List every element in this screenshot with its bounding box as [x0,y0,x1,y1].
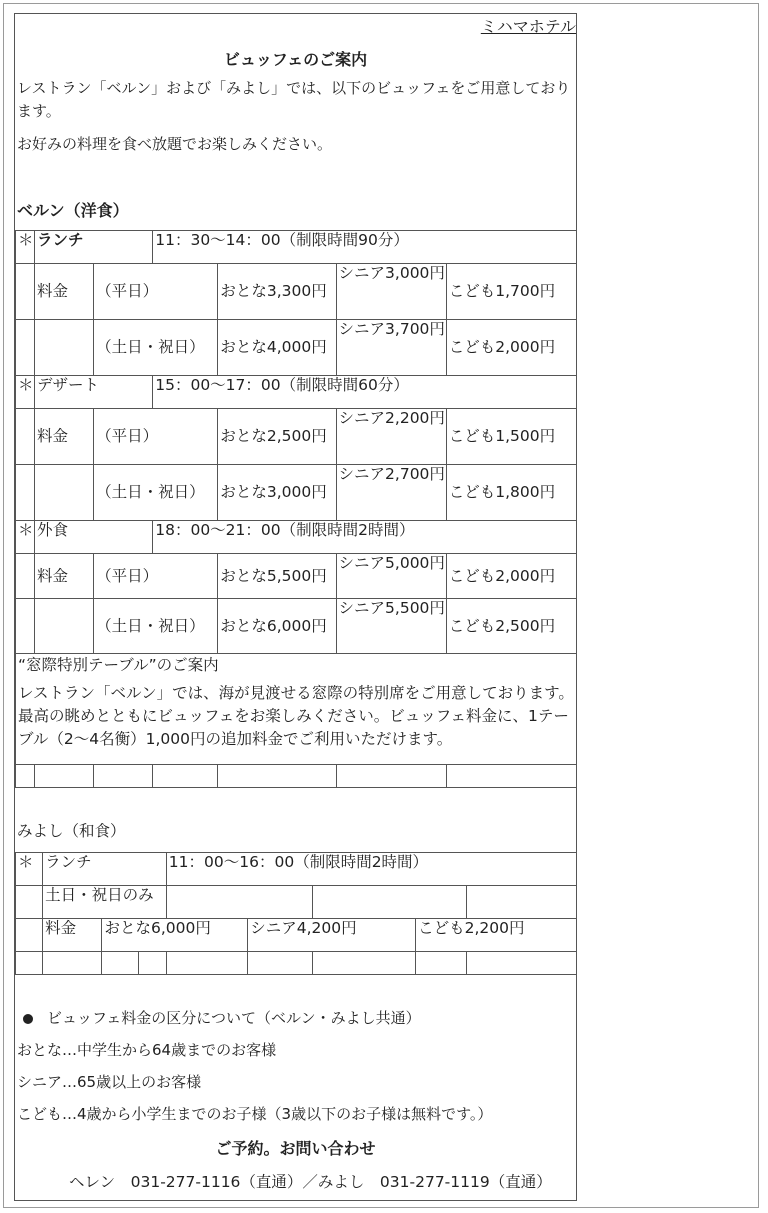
weekend-only-note: 土日・祝日のみ [43,886,167,919]
section-time: 11：30～14：00（制限時間90分） [153,231,577,264]
empty-row [16,952,577,975]
price-row [16,919,577,952]
day-type: （土日・祝日） [94,465,218,521]
price-label: 料金 [35,554,94,599]
price-row [16,264,577,320]
child-price: こども2,000円 [446,554,576,599]
contact-phone-line: ヘレン 031-277-1116（直通）／みよし 031-277-1119（直通） [69,1173,552,1191]
adult-price: おとな5,500円 [218,554,336,599]
adult-price: おとな3,300円 [218,264,336,320]
section-name: ランチ [35,231,153,264]
window-table-text: レストラン「ベルン」では、海が見渡せる窓際の特別席をご用意しております。最高の眺めとともにビュッフェをお楽しみください。ビュッフェ料金に、1テーブル（2～4名衡）1,000円の追加料金でご利用いただけます。 [18,684,574,748]
day-type: （土日・祝日） [94,320,218,376]
intro-line-2: お好みの料理を食べ放題でお楽しみください。 [17,135,333,153]
child-price: こども1,700円 [446,264,576,320]
bullet-icon [23,1014,33,1024]
senior-price: シニア4,200円 [248,919,416,952]
bern-section-row [16,521,577,554]
section-name: ランチ [43,853,167,886]
price-label: 料金 [43,919,102,952]
price-label: 料金 [35,409,94,465]
day-type: （平日） [94,409,218,465]
price-row [16,465,577,521]
bern-section-row [16,376,577,409]
miyoshi-note-row [16,886,577,919]
category-senior: シニア…65歳以上のお客様 [17,1073,202,1091]
empty-row [16,765,577,788]
child-price: こども2,500円 [446,599,576,654]
adult-price: おとな2,500円 [218,409,336,465]
bern-heading: ベルン（洋食） [17,201,129,220]
bern-section-row [16,231,577,264]
hotel-name-link[interactable]: ミハマホテル [480,17,576,36]
section-time: 11：00～16：00（制限時間2時間） [166,853,576,886]
senior-price: シニア3,700円 [336,320,446,376]
section-name: 外食 [35,521,153,554]
price-row [16,409,577,465]
document-page [14,13,577,1201]
section-name: デザート [35,376,153,409]
price-label [35,465,94,521]
senior-price: シニア5,000円 [336,554,446,599]
senior-price: シニア5,500円 [336,599,446,654]
bern-buffet-table [15,230,577,788]
senior-price: シニア3,000円 [336,264,446,320]
child-price: こども2,000円 [446,320,576,376]
child-price: こども2,200円 [416,919,577,952]
price-row [16,554,577,599]
price-label [35,320,94,376]
category-adult: おとな…中学生から64歳までのお客様 [17,1041,277,1059]
categories-heading: ビュッフェ料金の区分について（ベルン・みよし共通） [17,1007,573,1030]
section-mark: ＊ [16,853,43,886]
child-price: こども1,800円 [446,465,576,521]
day-type: （土日・祝日） [94,599,218,654]
adult-price: おとな6,000円 [102,919,248,952]
page-title: ビュッフェのご案内 [223,50,368,69]
adult-price: おとな4,000円 [218,320,336,376]
section-mark: ＊ [16,376,35,409]
miyoshi-buffet-table [15,852,577,975]
window-table-title: “窓際特別テーブル”のご案内 [18,656,219,674]
senior-price: シニア2,200円 [336,409,446,465]
price-label [35,599,94,654]
day-type: （平日） [94,264,218,320]
day-type: （平日） [94,554,218,599]
section-mark: ＊ [16,231,35,264]
adult-price: おとな3,000円 [218,465,336,521]
window-table-row [16,654,577,765]
senior-price: シニア2,700円 [336,465,446,521]
section-time: 18：00～21：00（制限時間2時間） [153,521,577,554]
contact-heading: ご予約。お問い合わせ [215,1139,376,1158]
intro-line-1: レストラン「ベルン」および「みよし」では、以下のビュッフェをご用意しております。 [17,79,571,120]
adult-price: おとな6,000円 [218,599,336,654]
section-time: 15：00～17：00（制限時間60分） [153,376,577,409]
price-row [16,320,577,376]
miyoshi-section-row [16,853,577,886]
price-label: 料金 [35,264,94,320]
miyoshi-heading: みよし（和食） [17,822,126,840]
section-mark: ＊ [16,521,35,554]
child-price: こども1,500円 [446,409,576,465]
category-child: こども…4歳から小学生までのお子様（3歳以下のお子様は無料です。） [17,1105,493,1123]
price-row [16,599,577,654]
